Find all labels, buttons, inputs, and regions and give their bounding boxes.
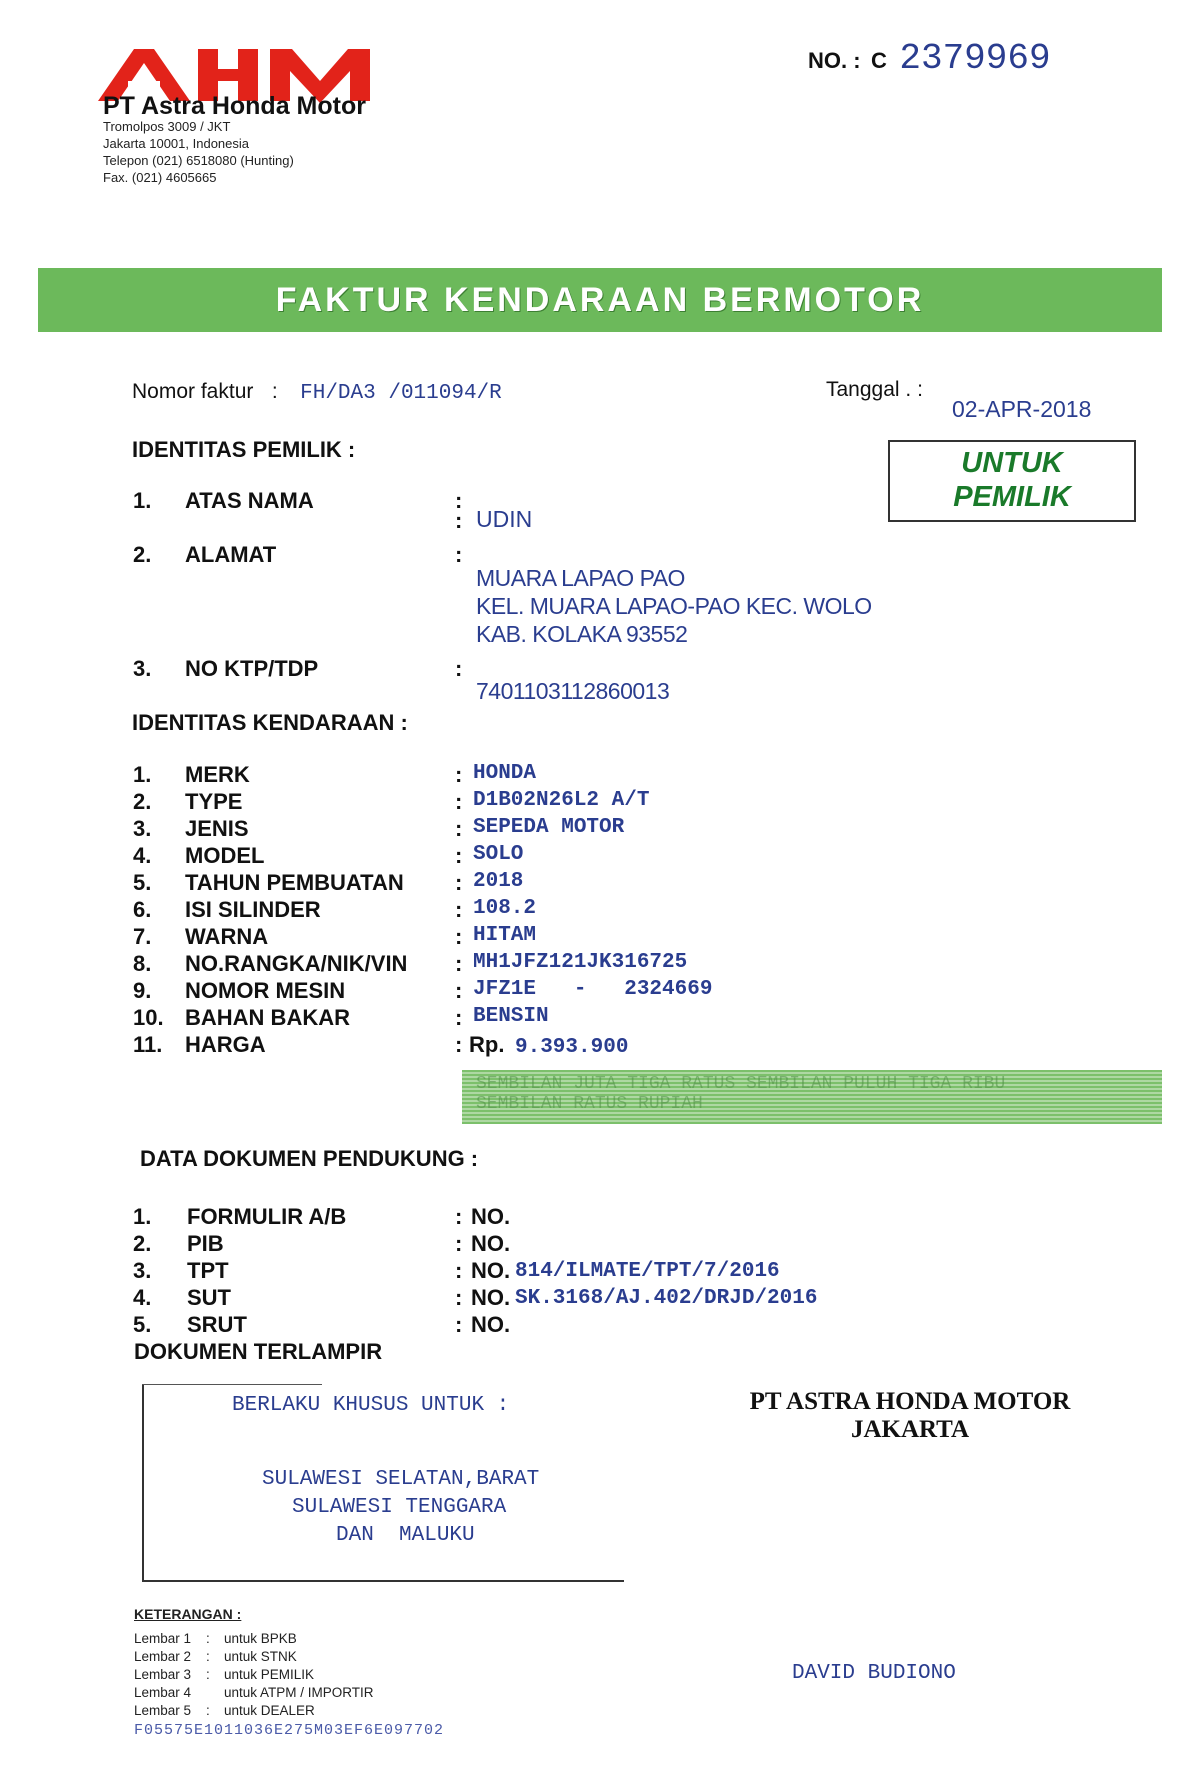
- document-security-code: F05575E1011036E275M03EF6E097702: [134, 1722, 445, 1739]
- row-value: SEPEDA MOTOR: [473, 816, 625, 839]
- row-colon: :: [455, 1285, 463, 1310]
- row-number: 2.: [133, 542, 152, 567]
- owner-copy-stamp: [888, 440, 1136, 522]
- row-number: 2.: [133, 789, 152, 814]
- row-no-label: NO.: [471, 1285, 511, 1310]
- validity-heading: BERLAKU KHUSUS UNTUK :: [232, 1394, 510, 1417]
- row-value: 2018: [473, 870, 524, 893]
- notes-item: [134, 1684, 374, 1702]
- address-value-line: MUARA LAPAO PAO: [476, 565, 685, 591]
- notes-colon: :: [206, 1649, 210, 1664]
- invoice-number-colon: :: [271, 380, 278, 403]
- row-colon: :: [455, 542, 463, 567]
- notes-sheet: Lembar 5: [134, 1703, 192, 1718]
- row-colon: :: [455, 762, 463, 787]
- document-number: [808, 38, 1051, 79]
- invoice-number-label: Nomor faktur: [132, 380, 254, 403]
- row-number: 11.: [133, 1032, 163, 1057]
- row-colon: :: [455, 656, 463, 681]
- owner-address-value: [476, 564, 872, 648]
- notes-item: [134, 1648, 374, 1666]
- row-value: HITAM: [473, 924, 537, 947]
- row-colon: :: [455, 843, 463, 868]
- documents-section-heading: DATA DOKUMEN PENDUKUNG :: [140, 1146, 479, 1171]
- attached-documents-label: DOKUMEN TERLAMPIR: [134, 1339, 383, 1364]
- row-colon: :: [455, 897, 463, 922]
- notes-purpose: untuk BPKB: [224, 1631, 297, 1646]
- address-line: Telepon (021) 6518080 (Hunting): [103, 153, 294, 168]
- address-value-line: KAB. KOLAKA 93552: [476, 621, 688, 647]
- row-label: WARNA: [185, 924, 269, 949]
- notes-purpose: untuk DEALER: [224, 1703, 315, 1718]
- row-number: 8.: [133, 951, 152, 976]
- row-label: HARGA: [185, 1032, 266, 1057]
- notes-colon: :: [206, 1631, 210, 1646]
- row-colon: :: [455, 789, 463, 814]
- row-colon: :: [455, 1032, 463, 1057]
- row-number: 3.: [133, 1258, 152, 1283]
- row-label: ISI SILINDER: [185, 897, 321, 922]
- row-number: 10.: [133, 1005, 164, 1030]
- document-number-value: 2379969: [899, 38, 1051, 79]
- row-number: 5.: [133, 870, 152, 895]
- row-number: 5.: [133, 1312, 152, 1337]
- address-line: Fax. (021) 4605665: [103, 170, 217, 185]
- notes-heading: KETERANGAN :: [134, 1606, 242, 1622]
- row-colon: :: [455, 488, 463, 513]
- row-value: JFZ1E - 2324669: [473, 978, 713, 1001]
- invoice-number: [132, 380, 502, 405]
- row-label: FORMULIR A/B: [187, 1204, 347, 1229]
- signing-company-line: JAKARTA: [850, 1416, 970, 1443]
- validity-region-line: SULAWESI SELATAN,BARAT: [262, 1468, 540, 1491]
- row-colon: :: [455, 870, 463, 895]
- owner-section-heading: IDENTITAS PEMILIK :: [132, 437, 356, 462]
- owner-name-value: UDIN: [476, 506, 533, 532]
- row-number: 4.: [133, 843, 152, 868]
- row-label: MODEL: [185, 843, 265, 868]
- vehicle-section-heading: IDENTITAS KENDARAAN :: [132, 710, 408, 735]
- row-label: SRUT: [187, 1312, 247, 1337]
- signing-company-line: PT ASTRA HONDA MOTOR: [749, 1388, 1071, 1415]
- notes-colon: :: [206, 1703, 210, 1718]
- row-label: TAHUN PEMBUATAN: [185, 870, 404, 895]
- row-number: 3.: [133, 656, 152, 681]
- price-currency: Rp.: [469, 1032, 505, 1057]
- row-label: NO KTP/TDP: [185, 656, 319, 681]
- row-label: ATAS NAMA: [185, 488, 314, 513]
- price-value: 9.393.900: [515, 1036, 629, 1059]
- row-label: NO.RANGKA/NIK/VIN: [185, 951, 408, 976]
- row-label: PIB: [187, 1231, 224, 1256]
- owner-id-value: 7401103112860013: [476, 678, 670, 704]
- notes-colon: :: [206, 1667, 210, 1682]
- address-value-line: KEL. MUARA LAPAO-PAO KEC. WOLO: [476, 593, 872, 619]
- tpt-value: 814/ILMATE/TPT/7/2016: [515, 1260, 780, 1283]
- row-label: ALAMAT: [185, 542, 277, 567]
- validity-box-top-edge: [142, 1384, 322, 1385]
- row-colon: :: [455, 924, 463, 949]
- row-colon: :: [455, 951, 463, 976]
- notes-list: [134, 1630, 374, 1720]
- row-label: MERK: [185, 762, 250, 787]
- row-colon: :: [455, 1204, 463, 1229]
- row-value: MH1JFZ121JK316725: [473, 951, 688, 974]
- row-number: 9.: [133, 978, 152, 1003]
- validity-region-line: SULAWESI TENGGARA: [292, 1496, 507, 1519]
- row-colon: :: [455, 1258, 463, 1283]
- row-value: HONDA: [473, 762, 537, 785]
- sut-value: SK.3168/AJ.402/DRJD/2016: [515, 1287, 818, 1310]
- owner-colon-extra: :: [455, 508, 463, 533]
- row-number: 1.: [133, 488, 152, 513]
- document-number-prefix: C: [871, 48, 887, 73]
- company-address: [103, 118, 294, 186]
- row-value: 108.2: [473, 897, 537, 920]
- notes-purpose: untuk ATPM / IMPORTIR: [224, 1685, 374, 1700]
- notes-item: [134, 1666, 374, 1684]
- notes-sheet: Lembar 4: [134, 1685, 192, 1700]
- row-value: SOLO: [473, 843, 524, 866]
- row-label: TPT: [187, 1258, 229, 1283]
- notes-sheet: Lembar 2: [134, 1649, 192, 1664]
- signer-name: DAVID BUDIONO: [792, 1662, 956, 1685]
- row-label: JENIS: [185, 816, 249, 841]
- row-no-label: NO.: [471, 1258, 511, 1283]
- row-number: 1.: [133, 1204, 152, 1229]
- price-in-words-line: SEMBILAN RATUS RUPIAH: [476, 1094, 703, 1114]
- row-no-label: NO.: [471, 1204, 511, 1229]
- row-number: 2.: [133, 1231, 152, 1256]
- row-colon: :: [455, 1312, 463, 1337]
- notes-purpose: untuk STNK: [224, 1649, 297, 1664]
- row-colon: :: [455, 1005, 463, 1030]
- document-number-label: NO. :: [808, 48, 861, 73]
- row-label: SUT: [187, 1285, 231, 1310]
- row-no-label: NO.: [471, 1312, 511, 1337]
- notes-item: [134, 1702, 374, 1720]
- row-colon: :: [455, 1231, 463, 1256]
- signing-company: [700, 1388, 1120, 1444]
- stamp-line: UNTUK: [961, 447, 1063, 479]
- row-label: NOMOR MESIN: [185, 978, 346, 1003]
- validity-region-line: DAN MALUKU: [336, 1524, 475, 1547]
- row-number: 7.: [133, 924, 152, 949]
- row-number: 6.: [133, 897, 152, 922]
- notes-purpose: untuk PEMILIK: [224, 1667, 315, 1682]
- invoice-date-value: 02-APR-2018: [952, 396, 1092, 422]
- notes-sheet: Lembar 1: [134, 1631, 192, 1646]
- row-number: 4.: [133, 1285, 152, 1310]
- price-in-words-strip: [462, 1070, 1162, 1124]
- invoice-number-value: FH/DA3 /011094/R: [300, 382, 502, 405]
- price-in-words-line: SEMBILAN JUTA TIGA RATUS SEMBILAN PULUH TIGA RIBU: [476, 1074, 1006, 1094]
- address-line: Tromolpos 3009 / JKT: [103, 119, 231, 134]
- row-number: 3.: [133, 816, 152, 841]
- notes-sheet: Lembar 3: [134, 1667, 192, 1682]
- company-name: PT Astra Honda Motor: [103, 92, 366, 120]
- notes-item: [134, 1630, 374, 1648]
- row-colon: :: [455, 978, 463, 1003]
- row-value: D1B02N26L2 A/T: [473, 789, 650, 812]
- document-title: FAKTUR KENDARAAN BERMOTOR: [275, 281, 925, 319]
- row-value: BENSIN: [473, 1005, 549, 1028]
- row-number: 1.: [133, 762, 152, 787]
- row-colon: :: [455, 816, 463, 841]
- row-no-label: NO.: [471, 1231, 511, 1256]
- stamp-line: PEMILIK: [953, 481, 1071, 513]
- invoice-date-label: Tanggal . :: [826, 378, 923, 401]
- row-label: BAHAN BAKAR: [185, 1005, 350, 1030]
- row-label: TYPE: [185, 789, 243, 814]
- address-line: Jakarta 10001, Indonesia: [103, 136, 249, 151]
